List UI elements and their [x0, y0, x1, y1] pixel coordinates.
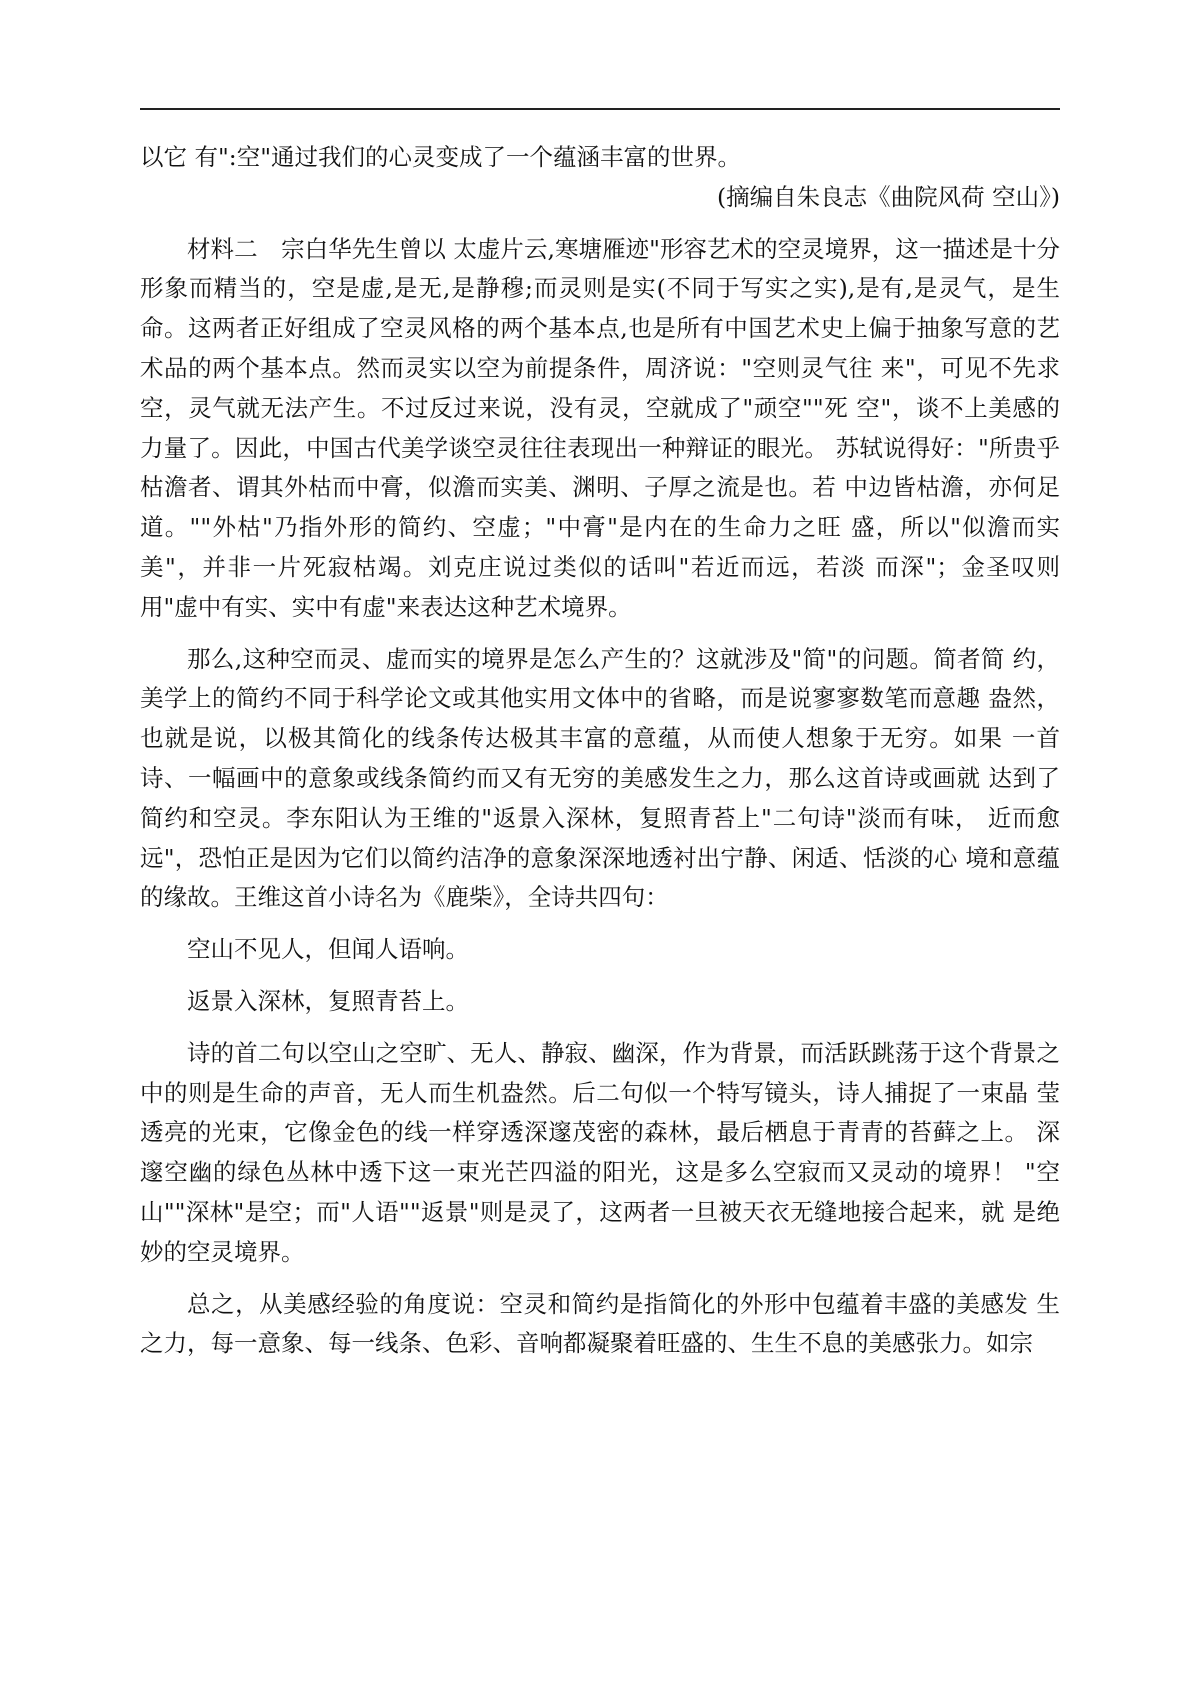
paragraph-simplicity: 那么,这种空而灵、虚而实的境界是怎么产生的？这就涉及"简"的问题。简者简 约，美学上的简约不同于科学论文或其他实用文体中的省略，而是说寥寥数笔而意趣 盎然，也就是说，以极其简化的线条传达极其丰富的意蕴，从而使人想象于无穷。如果 一首诗、一幅画中的意象或线条简约而又有无穷的美感发生之力，那么这首诗或画就 达到了简约和空灵。李东阳认为王维的"返景入深林，复照青苔上"二句诗"淡而有味， 近而愈远"，恐怕正是因为它们以简约洁净的意象深深地透衬出宁静、闲适、恬淡的心 境和意蕴的缘故。王维这首小诗名为《鹿柴》，全诗共四句： [140, 644, 1061, 912]
paragraph-material-two: 材料二 宗白华先生曾以 太虚片云,寒塘雁迹"形容艺术的空灵境界，这一描述是十分形象而精当的，空是虚,是无,是静穆;而灵则是实(不同于写实之实),是有,是灵气，是生命。这两者正好组成了空灵风格的两个基本点,也是所有中国艺术史上偏于抽象写意的艺术品的两个基本点。然而灵实以空为前提条件，周济说："空则灵气往 来"，可见不先求空，灵气就无法产生。不过反过来说，没有灵，空就成了"顽空""死 空"，谈不上美感的力量了。因此，中国古代美学谈空灵往往表现出一种辩证的眼光。 苏轼说得好："所贵乎枯澹者、谓其外枯而中膏，似澹而实美、渊明、子厚之流是也。若 中边皆枯澹，亦何足道。""外枯"乃指外形的简约、空虚；"中膏"是内在的生命力之旺 盛，所以"似澹而实美"，并非一片死寂枯竭。刘克庄说过类似的话叫"若近而远，若淡 而深"；金圣叹则用"虚中有实、实中有虚"来表达这种艺术境界。 [140, 234, 1060, 621]
poem-line-1: 空山不见人，但闻人语响。 [187, 935, 469, 964]
paragraph-continuation: 以它 有":空"通过我们的心灵变成了一个蕴涵丰富的世界。 [140, 143, 742, 171]
body-text [140, 138, 1060, 1364]
header-rule [140, 108, 1060, 110]
paragraph-poem-analysis: 诗的首二句以空山之空旷、无人、静寂、幽深，作为背景，而活跃跳荡于这个背景之 中的则是生命的声音，无人而生机盎然。后二句似一个特写镜头，诗人捕捉了一束晶 莹透亮的光束，它像金色的线一样穿透深邃茂密的森林，最后栖息于青青的苔藓之上。 深邃空幽的绿色丛林中透下这一束光芒四溢的阳光，这是多么空寂而又灵动的境界！ "空山""深林"是空；而"人语""返景"则是灵了，这两者一旦被天衣无缝地接合起来，就 是绝妙的空灵境界。 [140, 1038, 1060, 1266]
poem-line-2: 返景入深林，复照青苔上。 [187, 986, 469, 1015]
paragraph-conclusion: 总之，从美感经验的角度说：空灵和简约是指简化的外形中包蕴着丰盛的美感发 生之力，每一意象、每一线条、色彩、音响都凝聚着旺盛的、生生不息的美感张力。如宗 [140, 1289, 1060, 1358]
source-citation: (摘编自朱良志《曲院风荷 空山》) [716, 182, 1060, 211]
